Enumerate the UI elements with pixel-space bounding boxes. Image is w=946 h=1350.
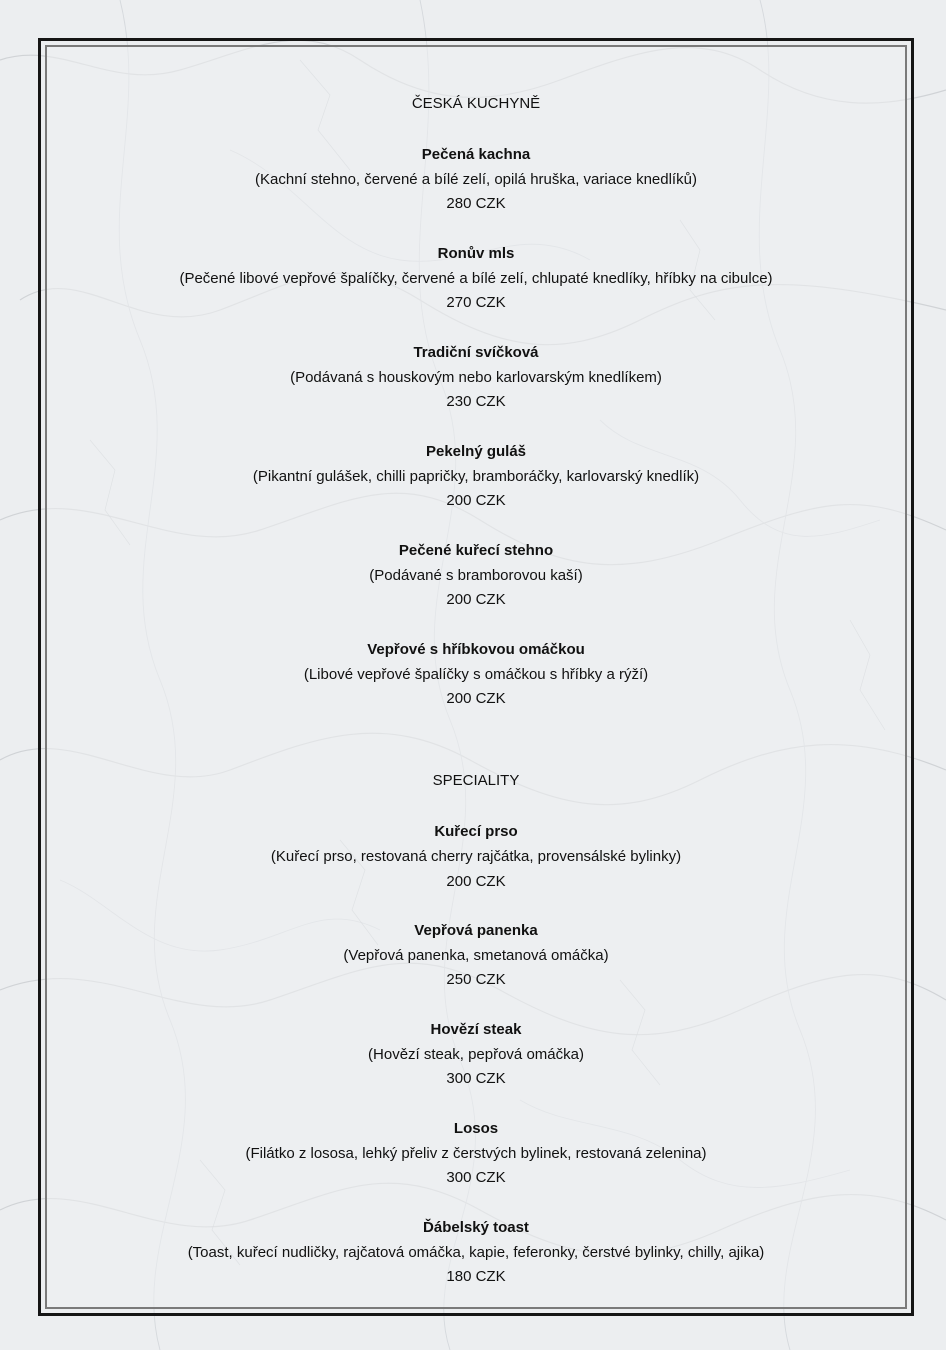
item-name: Kuřecí prso xyxy=(434,822,518,840)
item-price: 300 CZK xyxy=(446,1169,506,1187)
item-name: Vepřová panenka xyxy=(414,921,538,939)
menu-item xyxy=(42,919,910,993)
menu-item xyxy=(42,242,910,316)
menu-item xyxy=(42,440,910,514)
item-price: 250 CZK xyxy=(446,971,506,989)
item-description: (Kachní stehno, červené a bílé zelí, opilá hruška, variace knedlíků) xyxy=(255,170,697,188)
menu-item xyxy=(42,143,910,217)
section-title: SPECIALITY xyxy=(432,772,520,790)
section-speciality xyxy=(42,769,910,1290)
item-name: Vepřové s hříbkovou omáčkou xyxy=(367,640,585,658)
item-price: 230 CZK xyxy=(446,393,506,411)
item-description: (Filátko z lososa, lehký přeliv z čerstvých bylinek, restovaná zelenina) xyxy=(245,1144,707,1162)
item-name: Pečené kuřecí stehno xyxy=(398,541,554,559)
item-price: 200 CZK xyxy=(446,492,506,510)
item-name: Pekelný guláš xyxy=(425,442,527,460)
item-price: 300 CZK xyxy=(446,1070,506,1088)
item-description: (Hovězí steak, pepřová omáčka) xyxy=(368,1045,584,1063)
item-description: (Libové vepřové špalíčky s omáčkou s hříbky a rýží) xyxy=(303,665,649,683)
item-name: Pečená kachna xyxy=(421,145,531,163)
item-name: Ronův mls xyxy=(437,244,515,262)
item-description: (Podávaná s houskovým nebo karlovarským knedlíkem) xyxy=(290,368,662,386)
item-description: (Toast, kuřecí nudličky, rajčatová omáčka, kapie, feferonky, čerstvé bylinky, chilly, ajika) xyxy=(187,1243,765,1261)
item-name: Losos xyxy=(453,1119,499,1137)
menu-item xyxy=(42,1018,910,1092)
item-description: (Vepřová panenka, smetanová omáčka) xyxy=(343,946,609,964)
item-description: (Podávané s bramborovou kaší) xyxy=(369,566,583,584)
menu-item xyxy=(42,341,910,415)
item-price: 200 CZK xyxy=(446,872,506,890)
section-ceska-kuchyne xyxy=(42,92,910,712)
item-price: 200 CZK xyxy=(446,591,506,609)
item-price: 280 CZK xyxy=(446,195,506,213)
menu-item xyxy=(42,539,910,613)
item-price: 270 CZK xyxy=(446,294,506,312)
menu-item xyxy=(42,1117,910,1191)
item-description: (Pikantní gulášek, chilli papričky, bramboráčky, karlovarský knedlík) xyxy=(252,467,700,485)
section-title: ČESKÁ KUCHYNĚ xyxy=(411,95,541,112)
item-name: Ďábelský toast xyxy=(423,1218,529,1236)
item-description: (Pečené libové vepřové špalíčky, červené a bílé zelí, chlupaté knedlíky, hříbky na cibulce) xyxy=(179,269,773,287)
menu-item xyxy=(42,820,910,894)
item-price: 200 CZK xyxy=(446,690,506,708)
menu-content xyxy=(42,42,910,1290)
item-price: 180 CZK xyxy=(446,1268,506,1286)
menu-item xyxy=(42,1216,910,1290)
item-description: (Kuřecí prso, restovaná cherry rajčátka, provensálské bylinky) xyxy=(270,847,682,865)
item-name: Tradiční svíčková xyxy=(413,343,539,361)
item-name: Hovězí steak xyxy=(430,1020,522,1038)
menu-item xyxy=(42,638,910,712)
